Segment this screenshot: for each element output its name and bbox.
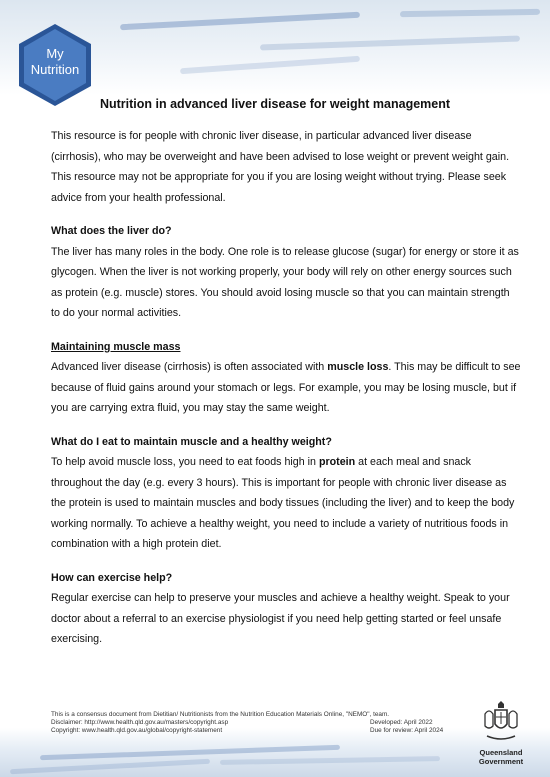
muscle-text-a: Advanced liver disease (cirrhosis) is often associated with xyxy=(51,361,328,373)
logo-line-2: Government xyxy=(478,756,524,766)
footer-row-disclaimer xyxy=(51,719,451,727)
section-heading-liver: What does the liver do? xyxy=(51,225,172,237)
footer-review: Due for review: April 2024 xyxy=(370,727,444,735)
my-nutrition-badge xyxy=(16,22,94,108)
section-body-muscle xyxy=(51,357,521,419)
section-heading-exercise: How can exercise help? xyxy=(51,571,173,584)
muscle-text-bold: muscle loss xyxy=(327,361,389,373)
coat-of-arms-icon xyxy=(481,700,521,744)
section-body-eat xyxy=(51,452,521,555)
footer-copyright: Copyright: www.health.qld.gov.au/global/copyright-statement xyxy=(51,727,223,735)
page-title: Nutrition in advanced liver disease for weight management xyxy=(99,97,451,111)
footer-disclaimer: Disclaimer: http://www.health.qld.gov.au/masters/copyright.asp xyxy=(51,719,229,727)
section-heading-muscle: Maintaining muscle mass xyxy=(51,340,181,353)
intro-paragraph: This resource is for people with chronic liver disease, in particular advanced liver disease (cirrhosis), who may be overweight and have been advised to lose weight or prevent weight gain. This resource may not be appropriate for you if you are losing weight without trying. Please seek advice from your health professional. xyxy=(51,130,510,204)
muscle-text-b: . This may be difficult to see because of fluid gains around your stomach or legs. For example, you may be losing muscle, but if you are carrying extra fluid, you may stay the same weight. xyxy=(51,361,521,414)
footer-consensus: This is a consensus document from Dietitian/ Nutritionists from the Nutrition Education Materials Online, "NEMO", team. xyxy=(51,711,390,718)
section-body-exercise: Regular exercise can help to preserve your muscles and achieve a healthy weight. Speak to your doctor about a referral to an exercise physiologist if you need help getting started or feel unsafe exercising. xyxy=(51,592,510,645)
logo-line-1: Queensland xyxy=(479,748,523,757)
document-body xyxy=(51,126,521,650)
badge-line-1: My xyxy=(46,46,64,61)
section-heading-eat: What do I eat to maintain muscle and a healthy weight? xyxy=(51,435,332,448)
eat-text-bold: protein xyxy=(318,456,356,468)
section-body-liver: The liver has many roles in the body. One role is to release glucose (sugar) for energy or store it as glycogen. When the liver is not working properly, your body will rely on other energy sources such as protein (e.g. muscle) stores. You should avoid losing muscle so that you can maintain strength to do your normal activities. xyxy=(51,245,519,319)
eat-text-b: at each meal and snack throughout the day (e.g. every 3 hours). This is important for people with chronic liver disease as the protein is used to maintain muscles and body tissues (including the liver) and to keep the body working normally. To achieve a healthy weight, you need to include a variety of nutritious foods in combination with a high protein diet. xyxy=(51,456,515,550)
badge-line-2: Nutrition xyxy=(30,62,80,77)
eat-text-a: To help avoid muscle loss, you need to eat foods high in xyxy=(51,456,319,468)
footer-row-copyright xyxy=(51,727,451,735)
footer-developed: Developed: April 2022 xyxy=(370,719,433,727)
queensland-government-logo xyxy=(478,700,524,770)
footer-text xyxy=(51,711,451,736)
